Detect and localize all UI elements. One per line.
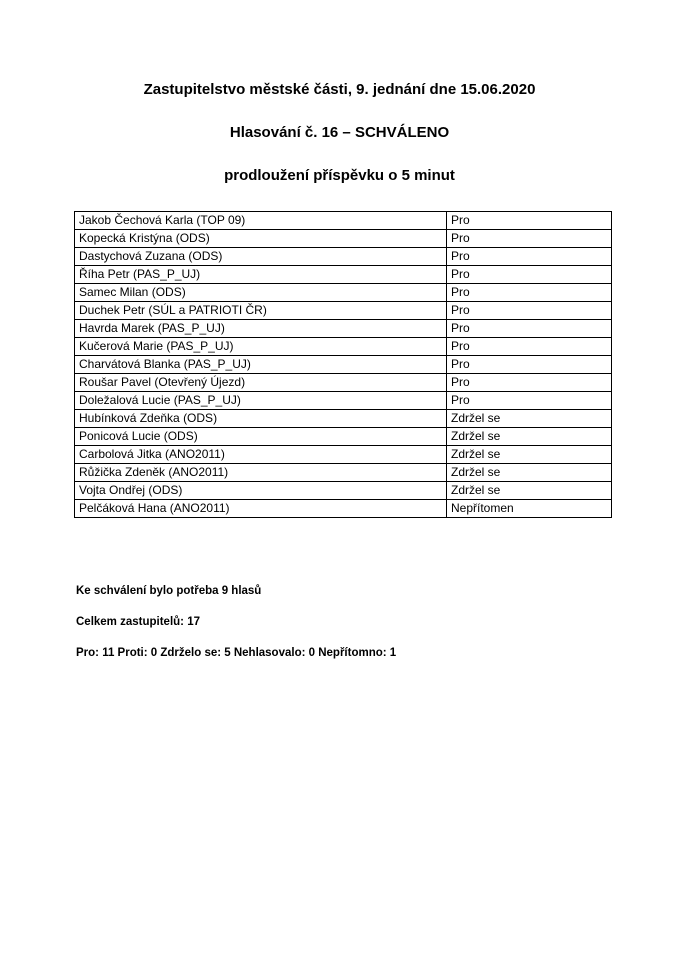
member-name-cell: Říha Petr (PAS_P_UJ) bbox=[75, 266, 447, 284]
table-row bbox=[75, 212, 612, 230]
vote-value-cell: Zdržel se bbox=[447, 482, 612, 500]
document-header bbox=[0, 0, 679, 185]
vote-number-result: Hlasování č. 16 – SCHVÁLENO bbox=[229, 124, 450, 141]
table-row bbox=[75, 482, 612, 500]
vote-value-cell: Pro bbox=[447, 320, 612, 338]
meeting-title: Zastupitelstvo městské části, 9. jednání dne 15.06.2020 bbox=[143, 81, 536, 98]
member-name-cell: Jakob Čechová Karla (TOP 09) bbox=[75, 212, 447, 230]
member-name-cell: Duchek Petr (SÚL a PATRIOTI ČR) bbox=[75, 302, 447, 320]
total-members-line: Celkem zastupitelů: 17 bbox=[76, 616, 200, 628]
table-row bbox=[75, 302, 612, 320]
vote-value-cell: Pro bbox=[447, 374, 612, 392]
member-name-cell: Kopecká Kristýna (ODS) bbox=[75, 230, 447, 248]
vote-value-cell: Zdržel se bbox=[447, 428, 612, 446]
vote-table-body bbox=[75, 212, 612, 518]
table-row bbox=[75, 446, 612, 464]
vote-value-cell: Nepřítomen bbox=[447, 500, 612, 518]
table-row bbox=[75, 500, 612, 518]
table-row bbox=[75, 428, 612, 446]
vote-value-cell: Zdržel se bbox=[447, 410, 612, 428]
member-name-cell: Charvátová Blanka (PAS_P_UJ) bbox=[75, 356, 447, 374]
table-row bbox=[75, 284, 612, 302]
member-name-cell: Ponicová Lucie (ODS) bbox=[75, 428, 447, 446]
member-name-cell: Růžička Zdeněk (ANO2011) bbox=[75, 464, 447, 482]
table-row bbox=[75, 464, 612, 482]
vote-value-cell: Zdržel se bbox=[447, 464, 612, 482]
vote-value-cell: Zdržel se bbox=[447, 446, 612, 464]
member-name-cell: Vojta Ondřej (ODS) bbox=[75, 482, 447, 500]
member-name-cell: Hubínková Zdeňka (ODS) bbox=[75, 410, 447, 428]
member-name-cell: Roušar Pavel (Otevřený Újezd) bbox=[75, 374, 447, 392]
vote-summary bbox=[76, 584, 396, 660]
table-row bbox=[75, 356, 612, 374]
member-name-cell: Kučerová Marie (PAS_P_UJ) bbox=[75, 338, 447, 356]
vote-value-cell: Pro bbox=[447, 248, 612, 266]
member-name-cell: Havrda Marek (PAS_P_UJ) bbox=[75, 320, 447, 338]
table-row bbox=[75, 392, 612, 410]
table-row bbox=[75, 410, 612, 428]
table-row bbox=[75, 248, 612, 266]
member-name-cell: Dastychová Zuzana (ODS) bbox=[75, 248, 447, 266]
table-row bbox=[75, 374, 612, 392]
member-name-cell: Doležalová Lucie (PAS_P_UJ) bbox=[75, 392, 447, 410]
table-row bbox=[75, 320, 612, 338]
member-name-cell: Pelčáková Hana (ANO2011) bbox=[75, 500, 447, 518]
table-row bbox=[75, 266, 612, 284]
vote-counts-line: Pro: 11 Proti: 0 Zdrželo se: 5 Nehlasovalo: 0 Nepřítomno: 1 bbox=[76, 647, 397, 659]
vote-subject: prodloužení příspěvku o 5 minut bbox=[224, 167, 455, 184]
vote-value-cell: Pro bbox=[447, 230, 612, 248]
vote-value-cell: Pro bbox=[447, 284, 612, 302]
table-row bbox=[75, 230, 612, 248]
vote-table bbox=[74, 211, 612, 518]
required-votes-line: Ke schválení bylo potřeba 9 hlasů bbox=[76, 585, 262, 597]
vote-value-cell: Pro bbox=[447, 302, 612, 320]
vote-value-cell: Pro bbox=[447, 212, 612, 230]
member-name-cell: Carbolová Jitka (ANO2011) bbox=[75, 446, 447, 464]
vote-value-cell: Pro bbox=[447, 266, 612, 284]
table-row bbox=[75, 338, 612, 356]
vote-value-cell: Pro bbox=[447, 356, 612, 374]
member-name-cell: Samec Milan (ODS) bbox=[75, 284, 447, 302]
vote-value-cell: Pro bbox=[447, 392, 612, 410]
vote-value-cell: Pro bbox=[447, 338, 612, 356]
